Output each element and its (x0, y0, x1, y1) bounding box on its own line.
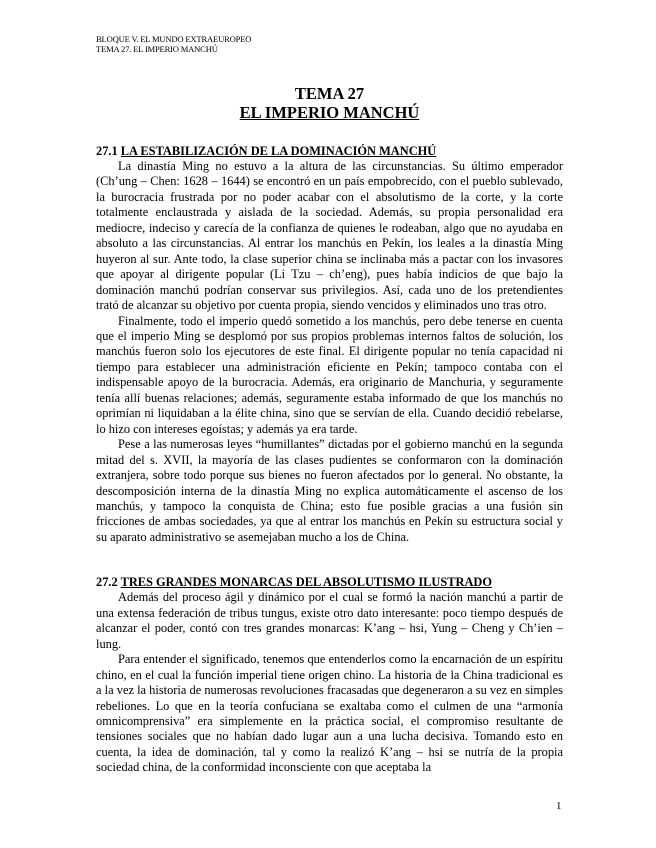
title-block (96, 84, 563, 122)
section-number: 27.1 (96, 144, 118, 158)
section-27-2 (96, 575, 563, 775)
section-title: TRES GRANDES MONARCAS DEL ABSOLUTISMO ILUSTRADO (120, 575, 493, 590)
document-page (96, 34, 563, 776)
paragraph: Para entender el significado, tenemos que entenderlos como la encarnación de un espíritu chino, en el cual la función imperial tiene origen chino. La historia de la China tradicional es a la vez la historia de numerosas revoluciones fracasadas que degeneraron a su vez en simples rebeliones. Lo que en la teoría confuciana se exaltaba como el culmen de una “armonía omnicomprensiva” era simplemente en la práctica social, el compromiso resultante de tensiones sociales que no habían dado lugar aun a una lucha decisiva. Tomando esto en cuenta, la idea de dominación, tal y como la realizó K’ang – hsi se nutría de la propia sociedad china, de la conformidad inconsciente con que aceptaba la (96, 652, 563, 775)
document-title-number: TEMA 27 (294, 84, 365, 103)
section-number: 27.2 (96, 575, 118, 590)
paragraph: Además del proceso ágil y dinámico por el cual se formó la nación manchú a partir de una extensa federación de tribus tungus, existe otro dato interesante: poco tiempo después de alcanzar el poder, contó con tres grandes monarcas: K’ang – hsi, Yung – Cheng y Ch’ien – lung. (96, 590, 563, 651)
header-line-2: TEMA 27. EL IMPERIO MANCHÚ (96, 44, 218, 54)
paragraph: Finalmente, todo el imperio quedó sometido a los manchús, pero debe tenerse en cuenta que el imperio Ming se desplomó por sus propios problemas internos faltos de solución, los manchús fueron solo los ejecutores de este final. El dirigente popular no tenía capacidad ni tiempo para establecer una administración eficiente en Pekín; tampoco contaba con el indispensable apoyo de la burocracia. Además, era originario de Manchuria, y seguramente tenía allí buenas relaciones; además, seguramente estaba informado de que los manchús no oprimían ni liquidaban a la élite china, sino que se servían de ella. Cuando decidió rebelarse, lo hizo con intereses egoístas; y además ya era tarde. (96, 313, 563, 436)
section-title: LA ESTABILIZACIÓN DE LA DOMINACIÓN MANCHÚ (120, 144, 437, 158)
paragraph: La dinastía Ming no estuvo a la altura de las circunstancias. Su último emperador (Ch’ung – Chen: 1628 – 1644) se encontró en un país empobrecido, con el pueblo sublevado, la burocracia frustrada por no poder acabar con el absolutismo de la corte, y la corte totalmente enclaustrada y aislada de la sociedad. Además, su propia personalidad era mediocre, indeciso y carecía de la confianza de quienes le rodeaban, algo que no ayudaba en absoluto a las circunstancias. Al entrar los manchús en Pekín, los leales a la dinastía Ming huyeron al sur. Ante todo, la clase superior china se inclinaba más a pactar con los invasores que apoyar al dirigente popular (Li Tzu – ch’eng), pues había indicios de que bajo la dominación manchú podrían conservar sus privilegios. Así, cada uno de los pretendientes trató de alcanzar su objetivo por cuenta propia, siendo vencidos y eliminados uno tras otro. (96, 159, 563, 313)
running-header (96, 34, 563, 54)
section-heading (96, 575, 563, 590)
header-line-1: BLOQUE V. EL MUNDO EXTRAEUROPEO (96, 34, 252, 44)
section-27-1 (96, 144, 563, 545)
page-number: 1 (556, 800, 562, 812)
section-heading (96, 144, 563, 159)
document-title: EL IMPERIO MANCHÚ (239, 103, 420, 122)
paragraph: Pese a las numerosas leyes “humillantes” dictadas por el gobierno manchú en la segunda mitad del s. XVII, la mayoría de las clases pudientes se conformaron con la dominación extranjera, sobre todo porque sus bienes no fueron afectados por lo general. No obstante, la descomposición interna de la dinastía Ming no explica automáticamente el ascenso de los manchús, y tampoco la conquista de China; esto fue posible gracias a una fusión sin fricciones de ambas sociedades, ya que al entrar los manchús en Pekín su estructura social y su aparato administrativo se asemejaban mucho a los de China. (96, 437, 563, 544)
